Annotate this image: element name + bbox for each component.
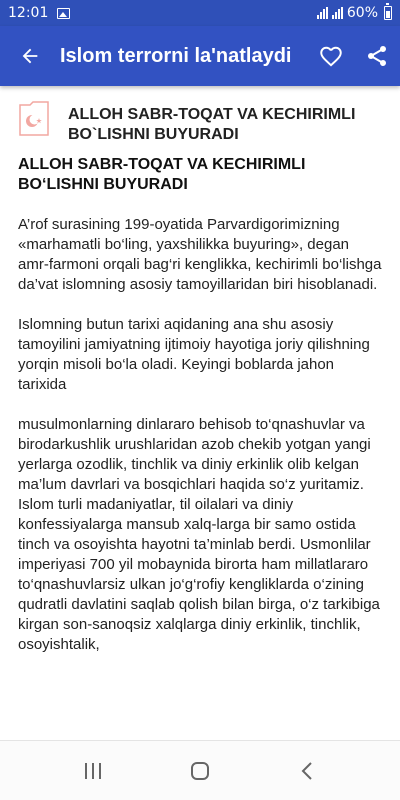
heart-outline-icon [318,43,344,69]
paragraph-1: A’rof surasining 199-oyatida Parvardigorimizning «marhamatli bo‘ling, yaxshilikka buyuring», degan amr-farmoni orqali bag‘ri kenglikka, kechirimli bo‘lishga da’vat islomning asosiy tamoyillaridan biri hisoblanadi. [18,216,382,293]
favorite-button[interactable] [308,26,354,86]
arrow-back-icon [19,45,41,67]
status-left [8,5,70,21]
app-bar [0,26,400,86]
back-button[interactable] [0,26,60,86]
recent-apps-button[interactable] [63,741,123,800]
battery-icon [384,6,392,20]
paragraph-2: Islomning butun tarixi aqidaning ana shu asosiy tamoyilini jamiyatning ijtimoiy hayotiga joriy qilishning yorqin misoli bo‘la oladi. Keyingi boblarda jahon tarixida [18,316,370,393]
folder-crescent-icon [18,99,50,137]
section-title: ALLOH SABR-TOQAT VA KECHIRIMLI BO‘LISHNI BUYURADI [18,156,306,193]
article-content[interactable] [0,86,400,740]
share-icon [365,44,389,68]
navigation-bar [0,740,400,800]
chapter-title: ALLOH SABR-TOQAT VA KECHIRIMLI BO`LISHNI BUYURADI [68,106,356,143]
status-right [317,5,392,21]
chapter-header [18,99,382,145]
nav-back-button[interactable] [277,741,337,800]
wifi-signal-icon [317,7,328,19]
cell-signal-icon [332,7,343,19]
home-button[interactable] [170,741,230,800]
recent-apps-icon [83,762,103,780]
status-time: 12:01 [8,5,49,21]
gallery-notification-icon [57,8,70,19]
nav-back-icon [299,761,315,781]
share-button[interactable] [354,26,400,86]
app-title: Islom terrorni la'natlaydi [60,44,292,67]
status-bar [0,0,400,26]
home-icon [189,760,211,782]
battery-percent: 60% [346,5,378,21]
paragraph-3: musulmonlarning dinlararo behisob to‘qnashuvlar va birodarkushlik urushlaridan azob chekib yotgan yangi yerlarga ozodlik, tinchlik va diniy erkinlik olib kelgan ma’lum davrlari va bosqichlari haqida so‘z yuritamiz. Islom turli madaniyatlar, til oilalari va diniy konfessiyalarga mansub xalq-larga bir samo ostida tinch va osoyishta hayotni ta’minlab berdi. Usmonlilar imperiyasi 700 yil mobaynida birorta ham millatlararo to‘qnashuvlarsiz ulkan jo‘g‘rofiy kengliklarda o‘zining qudratli davlatini saqlab qolish bilan birga, o‘z tarkibiga kirgan son-sanoqsiz xalqlarga diniy erkinlik, tinchlik, osoyishtalik, [18,416,380,653]
